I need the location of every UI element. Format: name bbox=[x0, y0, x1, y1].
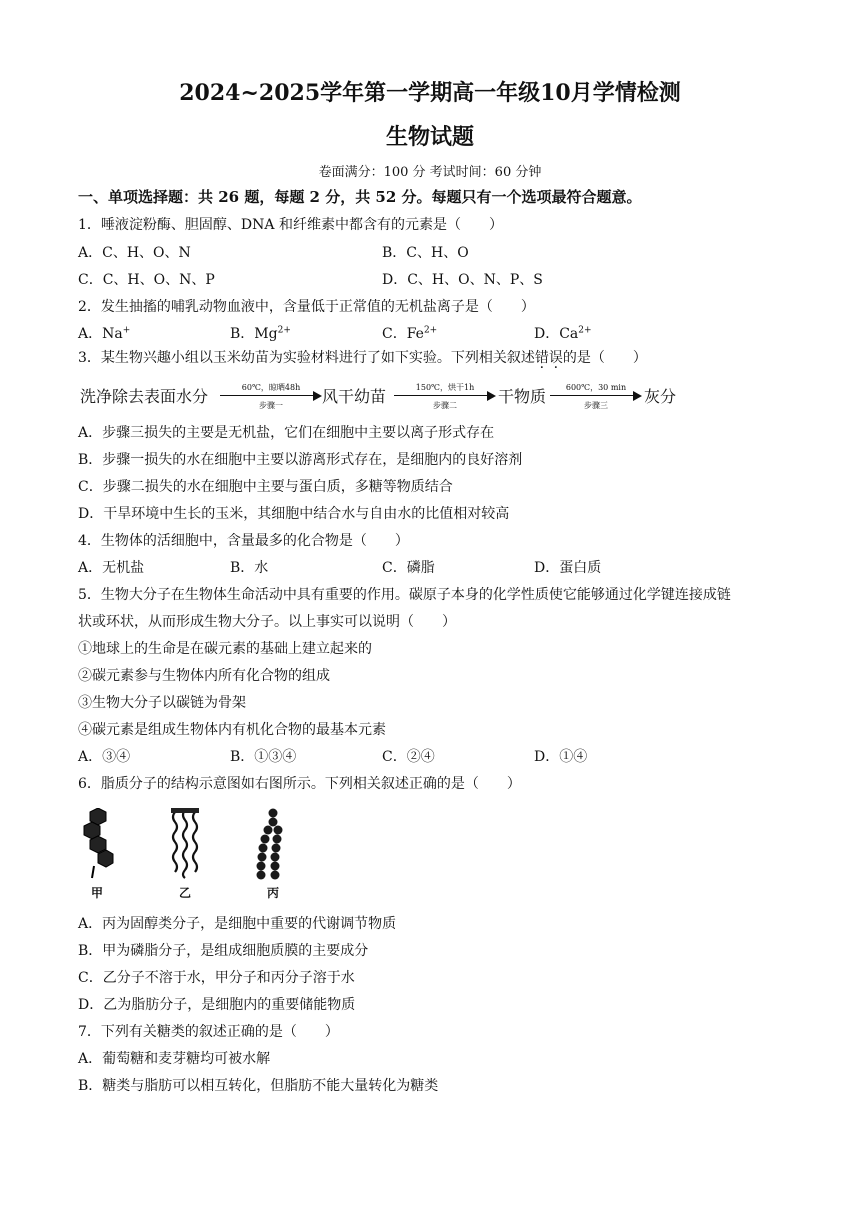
q5-option-d: D．①④ bbox=[534, 749, 588, 765]
q2-option-c: C．$Fe^{2+}$ bbox=[382, 325, 438, 342]
q7-option-a: A．葡萄糖和麦芽糖均可被水解 bbox=[78, 1051, 271, 1067]
flow-node-1: 洗净除去表面水分 bbox=[80, 387, 209, 406]
q7-option-b: B．糖类与脂肪可以相互转化，但脂肪不能大量转化为糖类 bbox=[78, 1078, 439, 1094]
q2-option-d: D．$Ca^{2+}$ bbox=[534, 325, 592, 342]
exam-subtitle: 生物试题 bbox=[385, 124, 474, 150]
q6-option-a: A．丙为固醇类分子，是细胞中重要的代谢调节物质 bbox=[78, 916, 397, 932]
q7-stem: 7．下列有关糖类的叙述正确的是（ ） bbox=[78, 1024, 339, 1040]
lipid-yi-figure bbox=[165, 808, 205, 882]
lipid-label-bing: 丙 bbox=[266, 886, 279, 900]
q4-stem: 4．生物体的活细胞中，含量最多的化合物是（ ） bbox=[78, 533, 409, 549]
q4-option-d: D．蛋白质 bbox=[534, 560, 602, 576]
q1-option-b: B．C、H、O bbox=[382, 245, 469, 261]
q1-option-c: C．C、H、O、N、P bbox=[78, 272, 215, 288]
lipid-bing-figure bbox=[255, 808, 291, 882]
lipid-label-jia: 甲 bbox=[90, 886, 103, 900]
flow-arrow-2: 150℃，烘干1h 步骤二 bbox=[394, 382, 496, 412]
q5-item-3: ③生物大分子以碳链为骨架 bbox=[78, 695, 246, 711]
q5-item-4: ④碳元素是组成生物体内有机化合物的最基本元素 bbox=[78, 722, 386, 738]
q1-stem: 1．唾液淀粉酶、胆固醇、DNA 和纤维素中都含有的元素是（ ） bbox=[78, 217, 503, 233]
q5-option-c: C．②④ bbox=[382, 749, 435, 765]
q5-stem-line1: 5．生物大分子在生物体生命活动中具有重要的作用。碳原子本身的化学性质使它能够通过化学键连接成链 bbox=[78, 587, 731, 603]
q3-stem: 3．某生物兴趣小组以玉米幼苗为实验材料进行了如下实验。下列相关叙述错误的是（ ） bbox=[78, 350, 647, 366]
q2-option-b: B．$Mg^{2+}$ bbox=[230, 325, 291, 342]
q3-option-b: B．步骤一损失的水在细胞中主要以游离形式存在，是细胞内的良好溶剂 bbox=[78, 452, 523, 468]
q5-stem-line2: 状或环状，从而形成生物大分子。以上事实可以说明（ ） bbox=[78, 614, 456, 630]
section-heading: 一、单项选择题：共 26 题，每题 2 分，共 52 分。每题只有一个选项最符合题意。 bbox=[78, 188, 642, 206]
flow-arrow-1: 60℃，晾晒48h 步骤一 bbox=[220, 382, 322, 412]
lipid-jia-figure bbox=[80, 808, 114, 880]
flow-node-3: 干物质 bbox=[498, 387, 547, 406]
q3-emphasis-2: 误 bbox=[548, 350, 563, 366]
q5-option-b: B．①③④ bbox=[230, 749, 297, 765]
q4-option-b: B．水 bbox=[230, 560, 269, 576]
q3-process-diagram bbox=[80, 382, 780, 412]
q6-option-d: D．乙为脂肪分子，是细胞内的重要储能物质 bbox=[78, 997, 356, 1013]
q6-option-b: B．甲为磷脂分子，是组成细胞质膜的主要成分 bbox=[78, 943, 369, 959]
q5-option-a: A．③④ bbox=[78, 749, 131, 765]
flow-node-4: 灰分 bbox=[644, 387, 677, 406]
q2-option-a: A．Na+ bbox=[78, 325, 131, 342]
q1-option-d: D．C、H、O、N、P、S bbox=[382, 272, 543, 288]
q5-item-2: ②碳元素参与生物体内所有化合物的组成 bbox=[78, 668, 330, 684]
q4-option-c: C．磷脂 bbox=[382, 560, 435, 576]
q6-option-c: C．乙分子不溶于水，甲分子和丙分子溶于水 bbox=[78, 970, 355, 986]
q3-emphasis-1: 错 bbox=[534, 350, 549, 366]
q5-item-1: ①地球上的生命是在碳元素的基础上建立起来的 bbox=[78, 641, 372, 657]
q3-option-c: C．步骤二损失的水在细胞中主要与蛋白质，多糖等物质结合 bbox=[78, 479, 453, 495]
q3-option-d: D．干旱环境中生长的玉米，其细胞中结合水与自由水的比值相对较高 bbox=[78, 506, 510, 522]
lipid-label-yi: 乙 bbox=[178, 886, 191, 900]
q4-option-a: A．无机盐 bbox=[78, 560, 145, 576]
exam-title: 2024~2025学年第一学期高一年级10月学情检测 bbox=[179, 80, 681, 106]
q2-stem: 2．发生抽搐的哺乳动物血液中，含量低于正常值的无机盐离子是（ ） bbox=[78, 299, 535, 315]
flow-arrow-3: 600℃，30 min 步骤三 bbox=[550, 382, 642, 412]
q6-stem: 6．脂质分子的结构示意图如右图所示。下列相关叙述正确的是（ ） bbox=[78, 776, 521, 792]
q1-option-a: A．C、H、O、N bbox=[78, 245, 191, 261]
q3-option-a: A．步骤三损失的主要是无机盐，它们在细胞中主要以离子形式存在 bbox=[78, 425, 495, 441]
flow-node-2: 风干幼苗 bbox=[322, 387, 387, 406]
exam-meta: 卷面满分：100 分 考试时间：60 分钟 bbox=[318, 165, 542, 180]
